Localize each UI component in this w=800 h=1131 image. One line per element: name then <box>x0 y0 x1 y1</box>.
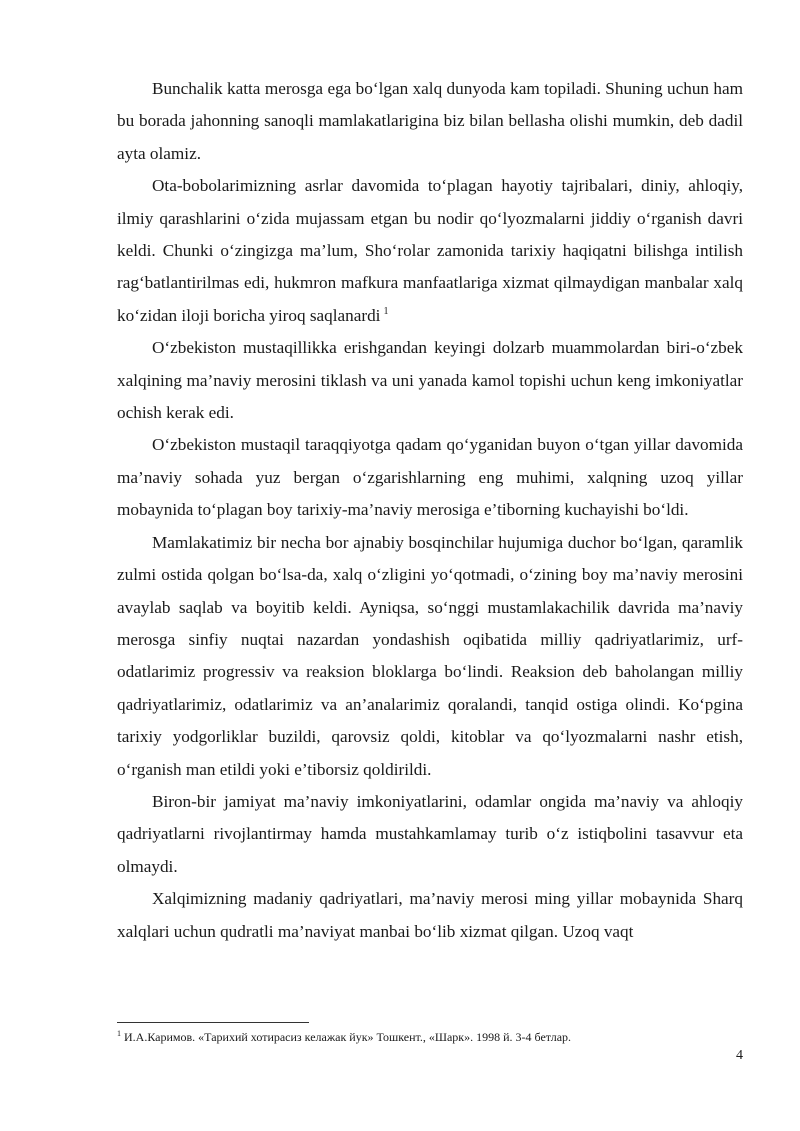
paragraph-6: Biron-bir jamiyat ma’naviy imkoniyatlarini, odamlar ongida ma’naviy va ahloqiy qadriyatlarni rivojlantirmay hamda mustahkamlamay turib o‘z istiqbolini tasavvur eta olmaydi. <box>117 791 743 876</box>
document-body <box>117 73 743 948</box>
paragraph-2 <box>117 170 743 332</box>
paragraph-1: Bunchalik katta merosga ega bo‘lgan xalq dunyoda kam topiladi. Shuning uchun ham bu borada jahonning sanoqli mamlakatlarigina biz bilan bellasha olishi mumkin, deb dadil ayta olamiz. <box>117 79 743 163</box>
paragraph-7: Xalqimizning madaniy qadriyatlari, ma’naviy merosi ming yillar mobaynida Sharq xalqlari uchun qudratli ma’naviyat manbai bo‘lib xizmat qilgan. Uzoq vaqt <box>117 889 743 941</box>
page-number: 4 <box>736 1048 743 1063</box>
footnote-text: И.А.Каримов. «Тарихий хотирасиз келажак йук» Тошкент., «Шарк». 1998 й. 3-4 бетлар. <box>124 1030 572 1044</box>
footnote-reference[interactable]: 1 <box>383 306 389 318</box>
paragraph-3: O‘zbekiston mustaqillikka erishgandan keyingi dolzarb muammolardan biri-o‘zbek xalqining ma’naviy merosini tiklash va uni yanada kamol topishi uchun keng imkoniyatlar ochish kerak edi. <box>117 338 743 423</box>
paragraph-2-text: Ota-bobolarimizning asrlar davomida to‘plagan hayotiy tajribalari, diniy, ahloqiy, ilmiy qarashlarini o‘zida mujassam etgan bu nodir qo‘lyozmalarni jiddiy o‘rganish davri keldi. Chunki o‘zingizga ma’lum, Sho‘rolar zamonida tarixiy haqiqatni bilishga intilish rag‘batlantirilmas edi, hukmron mafkura manfaatlariga xizmat qilmaydigan manbalar xalq ko‘zidan iloji boricha yiroq saqlanardi <box>117 176 743 325</box>
paragraph-4: O‘zbekiston mustaqil taraqqiyotga qadam qo‘yganidan buyon o‘tgan yillar davomida ma’naviy sohada yuz bergan o‘zgarishlarning eng muhimi, xalqning uzoq yillar mobaynida to‘plagan boy tarixiy-ma’naviy merosiga e’tiborning kuchayishi bo‘ldi. <box>117 435 743 520</box>
paragraph-5: Mamlakatimiz bir necha bor ajnabiy bosqinchilar hujumiga duchor bo‘lgan, qaramlik zulmi ostida qolgan bo‘lsa-da, xalq o‘zligini yo‘qotmadi, o‘zining boy ma’naviy merosini avaylab saqlab va boyitib keldi. Ayniqsa, so‘nggi mustamlakachilik davrida ma’naviy merosga sinfiy nuqtai nazardan yondashish oqibatida milliy qadriyatlarimiz, urf-odatlarimiz progressiv va reaksion bloklarga bo‘lindi. Reaksion deb baholangan milliy qadriyatlarimiz, odatlarimiz va an’analarimiz qoralandi, tanqid ostiga olindi. Ko‘pgina tarixiy yodgorliklar buzildi, qarovsiz qoldi, kitoblar va qo‘lyozmalarni nashr etish, o‘rganish man etildi yoki e’tiborsiz qoldirildi. <box>117 532 743 779</box>
footnote-divider <box>117 1022 309 1023</box>
footnote-marker: 1 <box>117 1029 121 1038</box>
footnote <box>117 1030 743 1045</box>
